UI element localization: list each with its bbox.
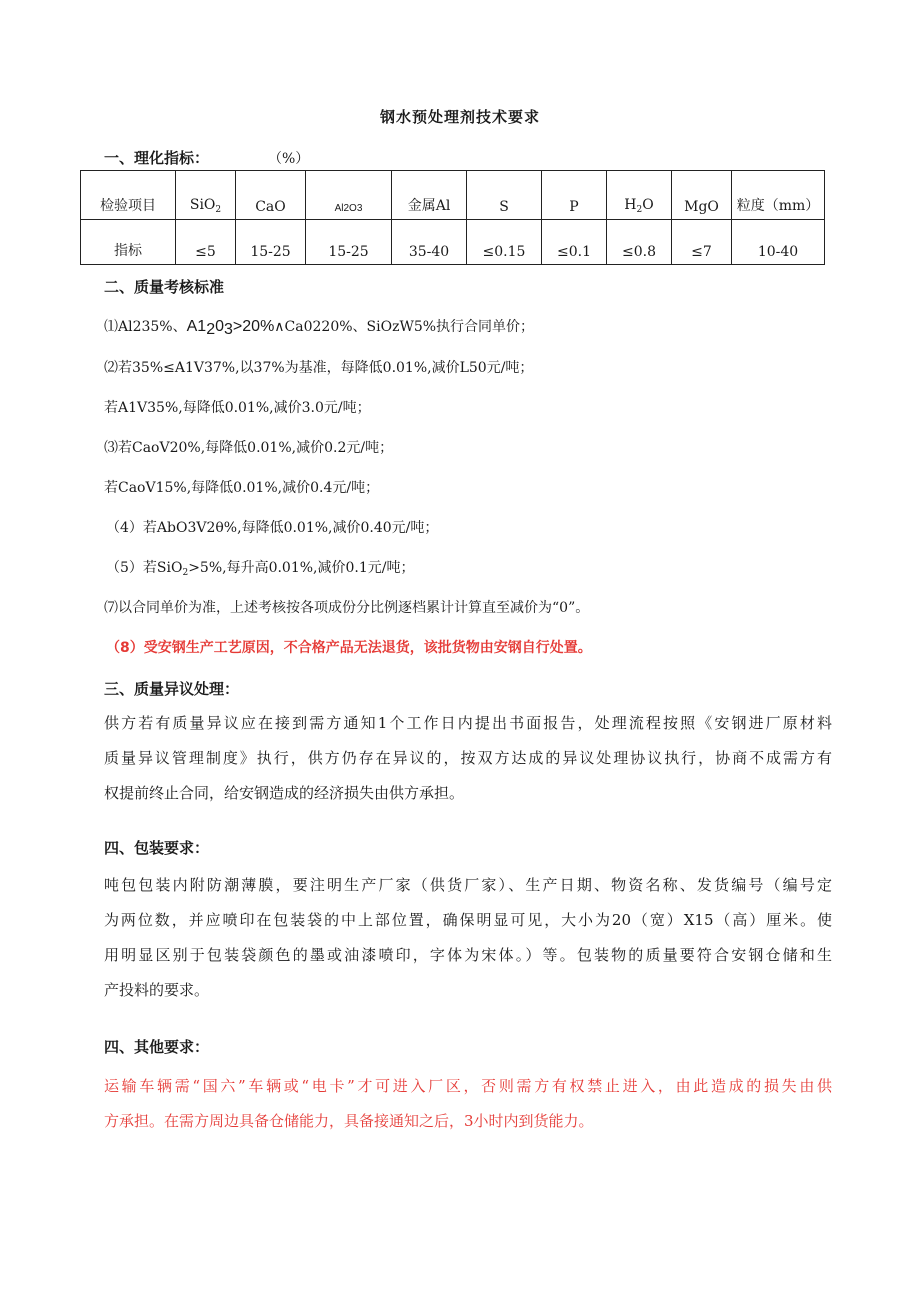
header-metal-al: 金属Al bbox=[392, 171, 467, 220]
value-al2o3: 15-25 bbox=[306, 220, 392, 265]
header-sio2: SiO$_2$ bbox=[176, 171, 236, 220]
document-title: 钢水预处理剂技术要求 bbox=[379, 108, 540, 126]
spec-table bbox=[80, 170, 825, 265]
value-metal-al: 35-40 bbox=[392, 220, 467, 265]
section1-heading: 一、理化指标： bbox=[104, 149, 210, 167]
value-sio2: ≤5 bbox=[176, 220, 236, 265]
header-p: P bbox=[542, 171, 607, 220]
header-granularity: 粒度（mm） bbox=[732, 171, 825, 220]
section4-paragraph: 吨包包装内附防潮薄膜，要注明生产厂家（供货厂家）、生产日期、物资名称、发货编号（编号定 为两位数，并应喷印在包装袋的中上部位置，确保明显可见，大小为20（宽）X15（高）厘米。使 用明显区别于包装袋颜色的墨或油漆喷印，字体为宋体。）等。包装物的质量要符合安钢仓储和生 产投料的要求。 bbox=[104, 876, 832, 999]
value-p: ≤0.1 bbox=[542, 220, 607, 265]
table-value-row bbox=[81, 220, 825, 265]
value-h2o: ≤0.8 bbox=[607, 220, 672, 265]
value-item: 指标 bbox=[81, 220, 176, 265]
header-s: S bbox=[467, 171, 542, 220]
section2-heading: 二、质量考核标准 bbox=[104, 278, 225, 296]
section5-heading: 四、其他要求： bbox=[104, 1038, 210, 1056]
value-granularity: 10-40 bbox=[732, 220, 825, 265]
rule-line-8: ⑺以合同单价为准，上述考核按各项成份分比例逐档累计计算直至减价为“0”。 bbox=[104, 600, 590, 616]
section5-paragraph: 运输车辆需“国六”车辆或“电卡”才可进入厂区，否则需方有权禁止进入，由此造成的损失由供 方承担。在需方周边具备仓储能力，具备接通知之后，3小时内到货能力。 bbox=[104, 1077, 832, 1130]
section3-heading: 三、质量异议处理： bbox=[104, 680, 240, 698]
table-header-row bbox=[81, 171, 825, 220]
rule-line-9-warning: （8）受安钢生产工艺原因，不合格产品无法退货，该批货物由安钢自行处置。 bbox=[106, 640, 592, 656]
value-mgo: ≤7 bbox=[672, 220, 732, 265]
rule-line-7: （5）若SiO$_2$>5%,每升高0.01%,减价0.1元/吨； bbox=[106, 560, 415, 578]
header-cao: CaO bbox=[236, 171, 306, 220]
unit-label: （%） bbox=[268, 151, 310, 167]
rule-line-6: （4）若AbO3V2θ%,每降低0.01%,减价0.40元/吨； bbox=[106, 520, 439, 536]
rule-line-5: 若CaoV15%,每降低0.01%,减价0.4元/吨； bbox=[104, 480, 380, 496]
header-item: 检验项目 bbox=[81, 171, 176, 220]
section3-paragraph: 供方若有质量异议应在接到需方通知1个工作日内提出书面报告，处理流程按照《安钢进厂原材料 质量异议管理制度》执行，供方仍存在异议的，按双方达成的异议处理协议执行，协商不成需方有 权提前终止合同，给安钢造成的经济损失由供方承担。 bbox=[104, 714, 832, 802]
value-s: ≤0.15 bbox=[467, 220, 542, 265]
rule-line-3: 若A1V35%,每降低0.01%,减价3.0元/吨； bbox=[104, 400, 371, 416]
value-cao: 15-25 bbox=[236, 220, 306, 265]
rule-line-1: ⑴Al235%、A1203>20%∧Ca0220%、SiOzW5%执行合同单价； bbox=[104, 318, 535, 338]
header-al2o3: Al2O3 bbox=[306, 171, 392, 220]
rule-line-4: ⑶若CaoV20%,每降低0.01%,减价0.2元/吨； bbox=[104, 440, 394, 456]
section4-heading: 四、包装要求： bbox=[104, 839, 210, 857]
header-h2o: $H_2O$ bbox=[607, 171, 672, 220]
header-mgo: MgO bbox=[672, 171, 732, 220]
rule-line-2: ⑵若35%≤A1V37%,以37%为基准，每降低0.01%,减价L50元/吨； bbox=[104, 360, 534, 376]
